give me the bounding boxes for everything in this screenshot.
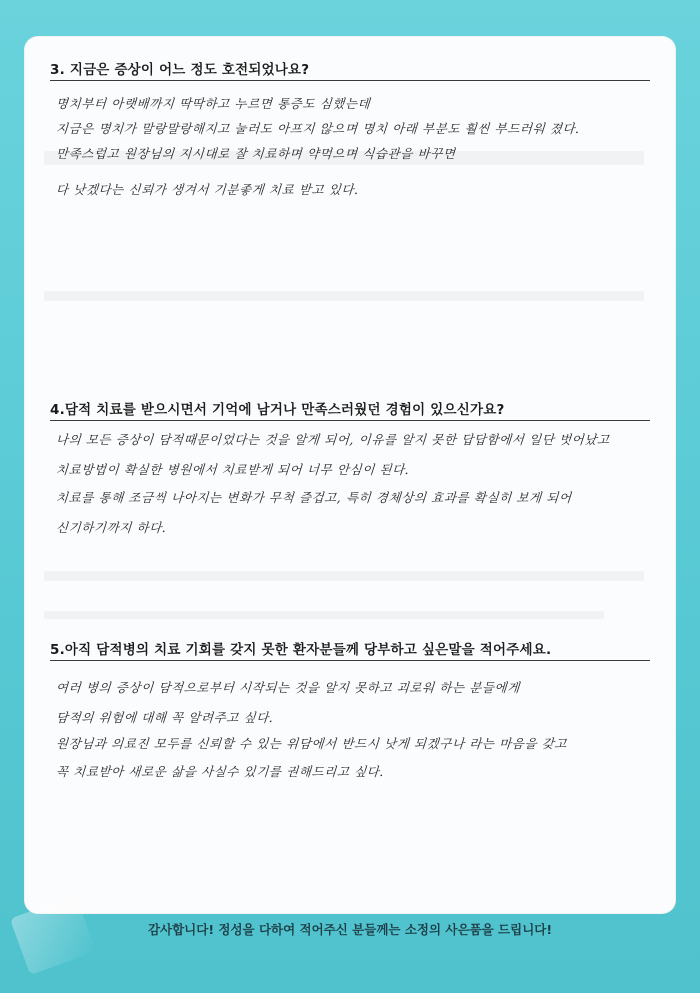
answer-line: 나의 모든 증상이 담적때문이었다는 것을 알게 되어, 이유를 알지 못한 답답함에서 일단 벗어났고 <box>55 432 611 447</box>
answer-line: 원장님과 의료진 모두를 신뢰할 수 있는 위담에서 반드시 낫게 되겠구나 라는 마음을 갖고 <box>55 736 568 751</box>
answer-line: 만족스럽고 원장님의 지시대로 잘 치료하며 약먹으며 식습관을 바꾸면 <box>55 146 457 161</box>
question-5-title: 5.아직 담적병의 치료 기회를 갖지 못한 환자분들께 당부하고 싶은말을 적어주세요. <box>50 642 552 658</box>
answer-line: 꼭 치료받아 새로운 삶을 사실수 있기를 권해드리고 싶다. <box>55 764 385 779</box>
answer-line: 지금은 명치가 말랑말랑해지고 눌러도 아프지 않으며 명치 아래 부분도 훨씬 부드러워 졌다. <box>55 121 581 136</box>
footer-thanks: 감사합니다! 정성을 다하여 적어주신 분들께는 소정의 사은품을 드립니다! <box>147 922 553 937</box>
answer-line: 여러 병의 증상이 담적으로부터 시작되는 것을 알지 못하고 괴로워 하는 분들에게 <box>55 680 521 695</box>
answer-line: 치료를 통해 조금씩 나아지는 변화가 무척 즐겁고, 특히 경체상의 효과를 확실히 보게 되어 <box>55 490 573 505</box>
question-4-rule <box>50 420 650 421</box>
question-5-rule <box>50 660 650 661</box>
answer-line: 담적의 위험에 대해 꼭 알려주고 싶다. <box>55 710 275 725</box>
bleed-through-block <box>44 571 644 581</box>
question-3-rule <box>50 80 650 81</box>
bleed-through-block <box>44 611 604 619</box>
answer-line: 치료방법이 확실한 병원에서 치료받게 되어 너무 안심이 된다. <box>55 462 410 477</box>
answer-line: 다 낫겠다는 신뢰가 생겨서 기분좋게 치료 받고 있다. <box>55 182 360 197</box>
answer-line: 신기하기까지 하다. <box>55 520 168 535</box>
question-3-title: 3. 지금은 증상이 어느 정도 호전되었나요? <box>50 62 310 78</box>
bleed-through-block <box>44 291 644 301</box>
question-3 <box>50 58 650 238</box>
question-5 <box>50 638 650 798</box>
question-4-title: 4.담적 치료를 받으시면서 기억에 남거나 만족스러웠던 경험이 있으신가요? <box>50 402 505 418</box>
answer-line: 명치부터 아랫배까지 딱딱하고 누르면 통증도 심했는데 <box>55 96 371 111</box>
question-4 <box>50 398 650 548</box>
